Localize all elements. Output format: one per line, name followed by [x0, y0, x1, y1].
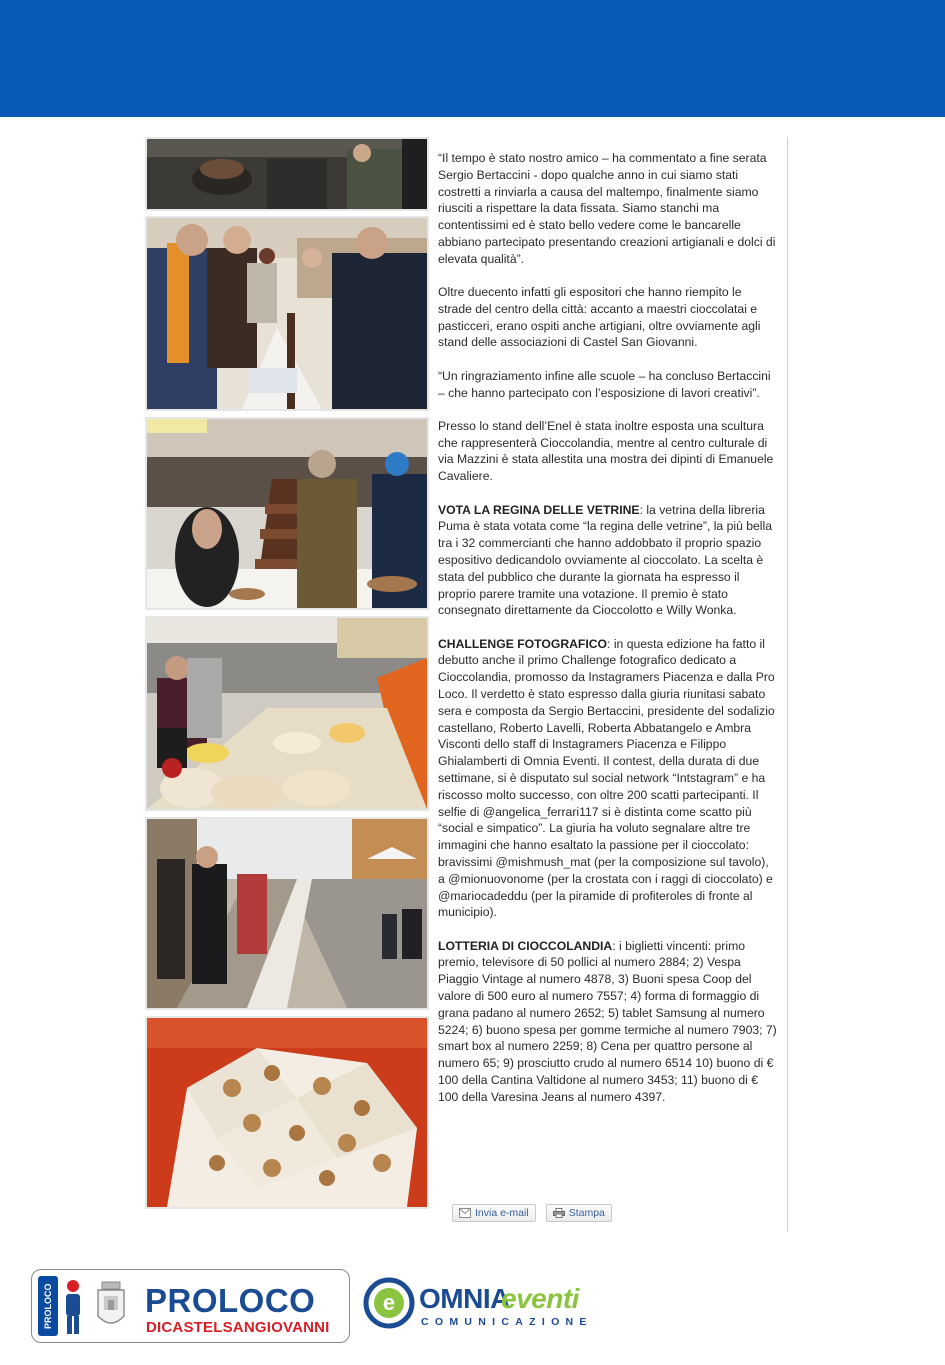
svg-text:e: e [382, 1290, 396, 1315]
printer-icon [553, 1208, 565, 1218]
photo-nougat-closeup [145, 1016, 429, 1209]
paragraph-enel: Presso lo stand dell’Enel è stata inoltre esposta una scultura che rappresenterà Cioccolandia, mentre al centro culturale di via Mazzini è stata allestita una mostra dei dipinti di Emanuele Cavaliere. [438, 418, 774, 484]
town-crest-icon [94, 1280, 128, 1334]
photo-crowd [145, 137, 429, 211]
omnia-e-icon [363, 1277, 415, 1329]
proloco-wordmark: PROLOCO [145, 1282, 316, 1319]
header-band [0, 0, 945, 117]
text-vetrine: : la vetrina della libreria Puma è stata votata come “la regina delle vetrine”, la più bella tra i 32 commercianti che hanno addobbato il proprio spazio espositivo dedicandolo ovviamente al cioccolato. La scelta è stata del pubblico che durante la giornata ha espresso il proprio parere tramite una votazione. Il premio è stato consegnato direttamente da Cioccolotto e Willy Wonka. [438, 502, 772, 618]
eventi-wordmark: eventi [501, 1283, 579, 1314]
envelope-icon [459, 1208, 471, 1218]
photo-street [145, 817, 429, 1010]
print-label: Stampa [568, 1207, 605, 1219]
paragraph-quote-bertaccini: “Il tempo è stato nostro amico – ha commentato a fine serata Sergio Bertaccini - dopo qualche anno in cui siamo stati costretti a rinviarla a causa del maltempo, finalmente siamo riusciti a rispettare la data fissata. Siamo stanchi ma contentissimi ed è stato bello vedere come le bancarelle abbiano partecipato presentando creazioni artigianali e dolci di elevata qualità”. [438, 151, 776, 266]
heading-lotteria: LOTTERIA DI CIOCCOLANDIA [438, 938, 613, 953]
paragraph-lotteria [438, 938, 778, 1106]
heading-vetrine: VOTA LA REGINA DELLE VETRINE [438, 502, 640, 517]
omnia-tagline: COMUNICAZIONE [421, 1316, 593, 1328]
paragraph-challenge [438, 636, 778, 922]
text-lotteria: : i biglietti vincenti: primo premio, televisore di 50 pollici al numero 2884; 2) Vespa Piaggio Vintage al numero 4878, 3) Buoni spesa Coop del valore di 500 euro al numero 7557; 4) forma di formaggio di grana padano al numero 2652; 5) tablet Samsung al numero 5224; 6) buono spesa per gomme termiche al numero 7903; 7) smart box al numero 2259; 8) Cena per quattro persone al numero 65; 9) prosciutto crudo al numero 6514 10) buono di € 100 della Cantina Valtidone al numero 3453; 11) buono di € 100 della Varesina Jeans al numero 4397. [438, 938, 777, 1104]
proloco-subtitle: DICASTELSANGIOVANNI [146, 1319, 330, 1336]
footer-logos [0, 1260, 945, 1365]
photo-chocolate-table [145, 216, 429, 411]
send-email-button[interactable] [452, 1204, 536, 1222]
article-text [438, 150, 778, 1122]
omnia-wordmark: OMNIA [419, 1283, 510, 1314]
paragraph-exhibitors: Oltre duecento infatti gli espositori che hanno riempito le strade del centro della città: accanto a maestri cioccolatai e pasticceri, erano ospiti anche artigiani, oltre ovviamente agli stand delle associazioni di Castel San Giovanni. [438, 285, 761, 350]
person-icon [62, 1278, 84, 1336]
paragraph-vetrine [438, 502, 778, 620]
photo-nougat-stall [145, 616, 429, 811]
proloco-vertical-mark: PROLOCO [38, 1276, 58, 1336]
photo-chocolate-tower [145, 417, 429, 610]
print-button[interactable] [546, 1204, 612, 1222]
paragraph-schools: “Un ringraziamento infine alle scuole – ha concluso Bertaccini – che hanno partecipato con l’esposizione di lavori creativi”. [438, 368, 771, 400]
omnia-eventi-logo [363, 1277, 613, 1337]
send-email-label: Invia e-mail [475, 1207, 529, 1219]
heading-challenge: CHALLENGE FOTOGRAFICO [438, 636, 608, 651]
text-challenge: : in questa edizione ha fatto il debutto anche il primo Challenge fotografico dedicato a Cioccolandia, promosso da Instagramers Piacenza e dalla Pro Loco. Il verdetto è stato espresso dalla giuria riunitasi sabato sera e composta da Sergio Bertaccini, presidente del sodalizio castellano, Roberto Lavelli, Roberta Abbatangelo e Ambra Visconti dello staff di Instagramers Piacenza e Filippo Ghialamberti di Omnia Eventi. Il contest, della durata di due settimane, si è disputato sul social network “Intstagram” e ha riscosso molto successo, con oltre 200 scatti partecipanti. Il selfie di @angelica_ferrari117 si è distinta come scatto più “social e simpatico”. La giuria ha voluto segnalare altre tre immagini che hanno esaltato la passione per il cioccolato: bravissimi @mishmush_mat (per la composizione sul tavolo), a @mionuovonome (per la crostata con i raggi di cioccolato) e @mariocadeddu (per la piramide di profiteroles di fronte al municipio). [438, 636, 775, 920]
column-divider [787, 137, 788, 1232]
proloco-logo [31, 1269, 350, 1343]
article-actions [452, 1204, 612, 1222]
